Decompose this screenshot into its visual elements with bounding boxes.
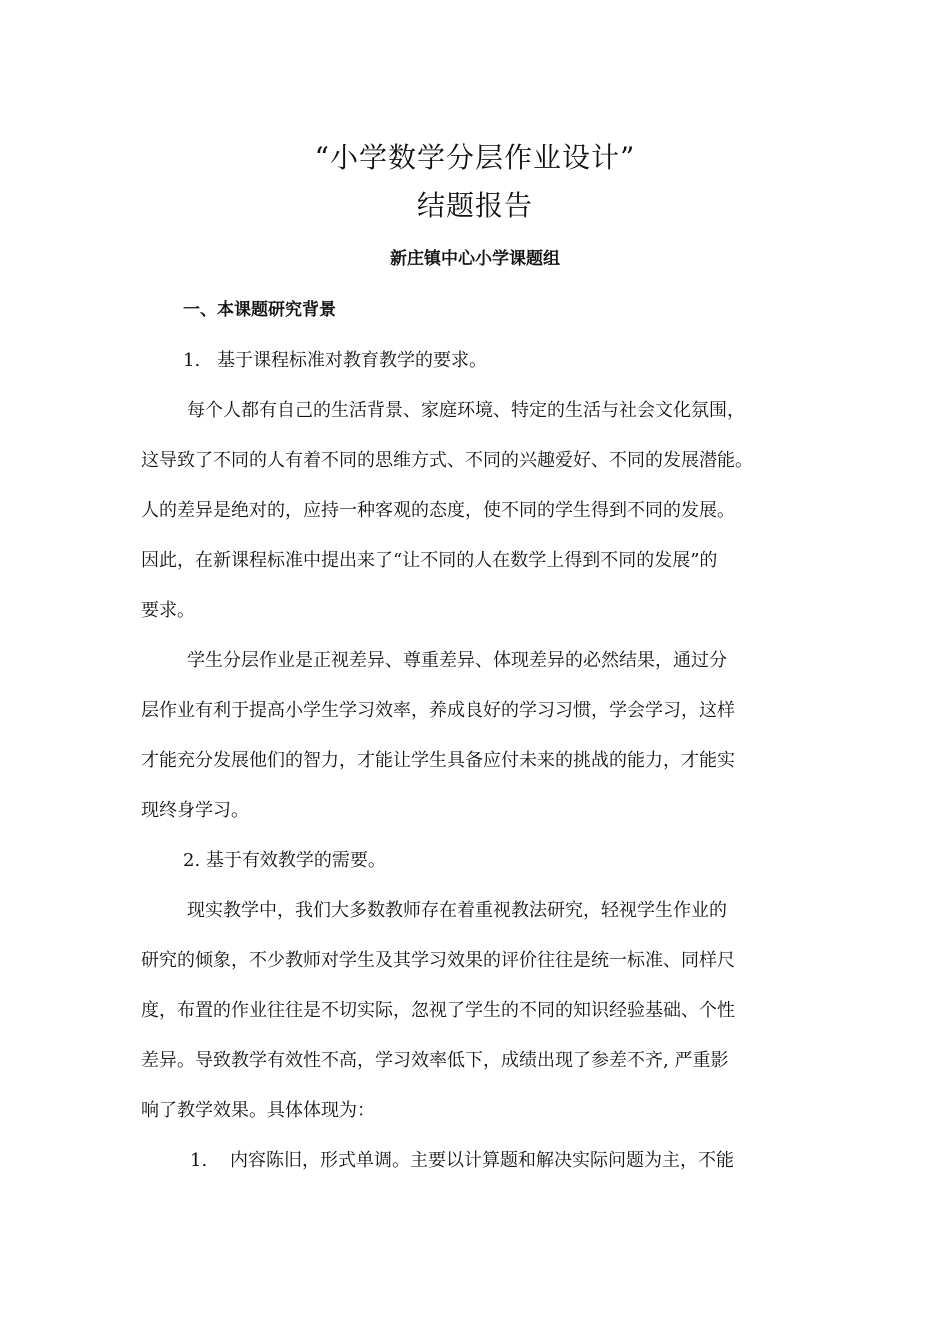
author-line: 新庄镇中心小学课题组 — [390, 249, 560, 269]
item1-number: 1. — [183, 350, 201, 371]
report-title-line1: “小学数学分层作业设计” — [314, 141, 636, 174]
report-title-line2: 结题报告 — [416, 189, 533, 222]
para1-line2: 这导致了不同的人有着不同的思维方式、不同的兴趣爱好、不同的发展潜能。 — [141, 450, 753, 471]
subitem1-number: 1. — [190, 1150, 208, 1171]
para1-line3: 人的差异是绝对的，应持一种客观的态度，使不同的学生得到不同的发展。 — [141, 500, 735, 521]
para2-line3: 才能充分发展他们的智力，才能让学生具备应付未来的挑战的能力，才能实 — [141, 750, 735, 771]
section1-heading: 一、本课题研究背景 — [183, 300, 336, 320]
para1-line4: 因此，在新课程标准中提出来了“让不同的人在数学上得到不同的发展”的 — [141, 550, 718, 571]
item1-text: 基于课程标准对教育教学的要求。 — [217, 350, 487, 371]
para2-line2: 层作业有利于提高小学生学习效率，养成良好的学习习惯，学会学习，这样 — [141, 700, 735, 721]
para3-line4: 差异。导致教学有效性不高，学习效率低下，成绩出现了参差不齐, 严重影 — [141, 1050, 729, 1071]
subitem1 — [190, 1146, 734, 1172]
item1 — [183, 346, 487, 372]
para3-line1: 现实教学中，我们大多数教师存在着重视教法研究，轻视学生作业的 — [187, 900, 727, 921]
para3-line5: 响了教学效果。具体体现为： — [141, 1100, 375, 1121]
para2-line1: 学生分层作业是正视差异、尊重差异、体现差异的必然结果，通过分 — [187, 650, 727, 671]
item2: 2. 基于有效教学的需要。 — [183, 850, 386, 871]
para2-line4: 现终身学习。 — [141, 800, 249, 821]
para3-line2: 研究的倾象，不少教师对学生及其学习效果的评价往往是统一标准、同样尺 — [141, 950, 735, 971]
subitem1-text: 内容陈旧，形式单调。主要以计算题和解决实际问题为主，不能 — [230, 1150, 734, 1171]
para1-line5: 要求。 — [141, 600, 195, 621]
para1-line1: 每个人都有自己的生活背景、家庭环境、特定的生活与社会文化氛围， — [187, 400, 745, 421]
para3-line3: 度，布置的作业往往是不切实际，忽视了学生的不同的知识经验基础、个性 — [141, 1000, 735, 1021]
